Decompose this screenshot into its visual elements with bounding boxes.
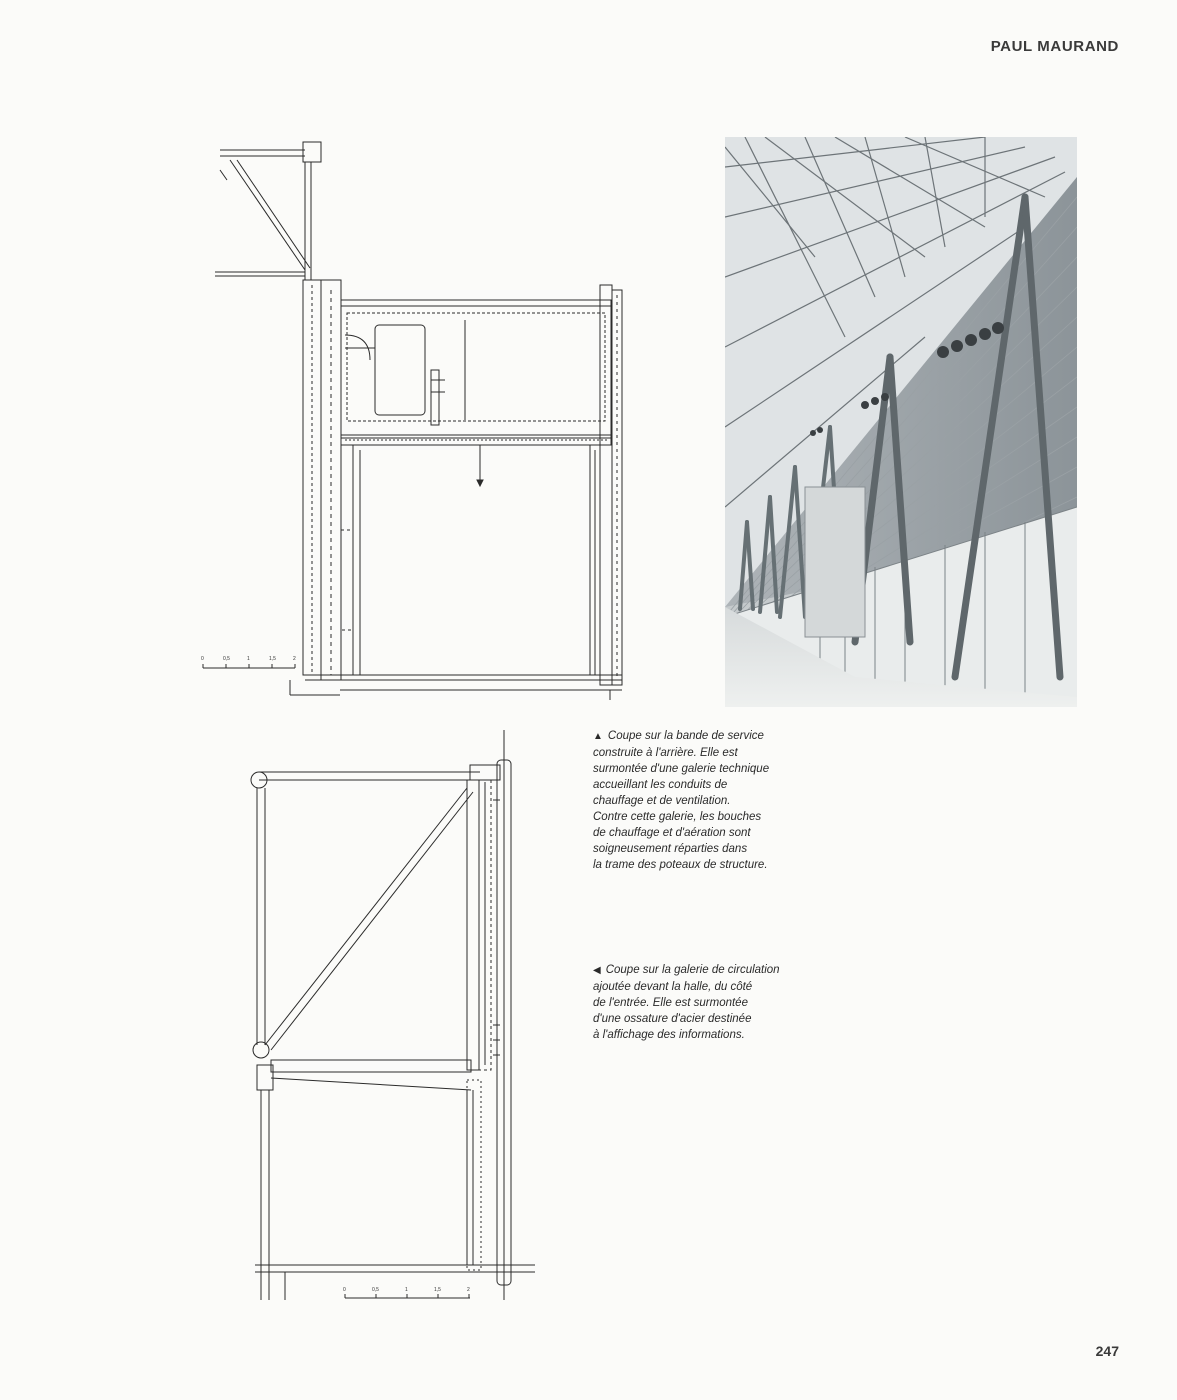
caption-line: Coupe sur la bande de service xyxy=(607,730,764,742)
caption-circulation-gallery xyxy=(593,962,823,1043)
scale-label: 1 xyxy=(405,1287,408,1293)
caption-line: d'une ossature d'acier destinée xyxy=(593,1013,752,1025)
up-triangle-icon: ▲ xyxy=(593,731,603,742)
page-number: 247 xyxy=(1095,1343,1119,1359)
caption-line: de l'entrée. Elle est surmontée xyxy=(593,997,748,1009)
scale-label: 1,5 xyxy=(434,1287,441,1293)
caption-line: de chauffage et d'aération sont xyxy=(593,827,751,839)
caption-line: Coupe sur la galerie de circulation xyxy=(605,964,780,976)
scale-label: 0 xyxy=(201,656,204,662)
caption-line: accueillant les conduits de xyxy=(593,779,728,791)
caption-line: Contre cette galerie, les bouches xyxy=(593,811,762,823)
gallery-interior-photo xyxy=(725,137,1077,707)
caption-line: à l'affichage des informations. xyxy=(593,1029,745,1041)
section-drawing-service-band xyxy=(195,130,655,710)
scale-label: 2 xyxy=(467,1287,470,1293)
scale-label: 2 xyxy=(293,656,296,662)
section-drawing-circulation-gallery xyxy=(235,720,565,1310)
caption-service-band xyxy=(593,728,823,873)
scale-label: 0,5 xyxy=(223,656,230,662)
scale-label: 1,5 xyxy=(269,656,276,662)
caption-line: chauffage et de ventilation. xyxy=(593,795,731,807)
caption-line: surmontée d'une galerie technique xyxy=(593,763,770,775)
scale-label: 0 xyxy=(343,1287,346,1293)
scale-label: 1 xyxy=(247,656,250,662)
caption-line: la trame des poteaux de structure. xyxy=(593,859,768,871)
caption-line: construite à l'arrière. Elle est xyxy=(593,747,738,759)
scale-label: 0,5 xyxy=(372,1287,379,1293)
caption-line: ajoutée devant la halle, du côté xyxy=(593,981,753,993)
caption-line: soigneusement réparties dans xyxy=(593,843,748,855)
left-triangle-icon: ◀ xyxy=(593,965,601,976)
author-header: PAUL MAURAND xyxy=(990,38,1119,55)
